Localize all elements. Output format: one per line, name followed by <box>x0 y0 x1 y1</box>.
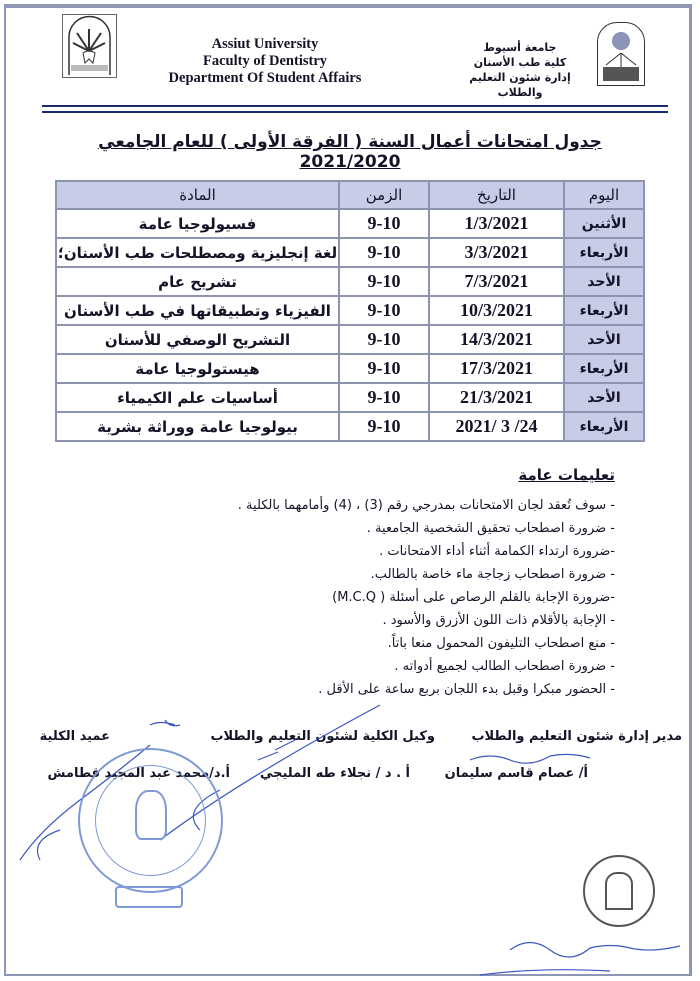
cell-day: الأحد <box>564 383 644 412</box>
cell-day: الأربعاء <box>564 238 644 267</box>
faculty-name-ar: كلية طب الأسنان <box>473 56 567 69</box>
stamp-serial-number-box <box>115 886 183 908</box>
instruction-item: - ضرورة اصطحاب زجاجة ماء خاصة بالطالب. <box>370 567 615 582</box>
instructions-title: تعليمات عامة <box>518 466 615 484</box>
cell-date: 1/3/2021 <box>429 209 564 238</box>
cell-subject: لغة إنجليزية ومصطلحات طب الأسنان؛ <box>56 238 339 267</box>
cell-time: 9-10 <box>339 267 429 296</box>
department-name-ar: إدارة شئون التعليم والطلاب <box>469 71 571 99</box>
cell-time: 9-10 <box>339 209 429 238</box>
cell-date: 10/3/2021 <box>429 296 564 325</box>
cell-date: 17/3/2021 <box>429 354 564 383</box>
instruction-item: - ضرورة اصطحاب تحقيق الشخصية الجامعية . <box>366 521 615 536</box>
signature-title: مدير إدارة شئون التعليم والطلاب <box>471 729 682 744</box>
faculty-name: Faculty of Dentistry <box>202 53 328 69</box>
eagle-emblem-icon <box>135 790 167 840</box>
cell-day: الأربعاء <box>564 412 644 441</box>
signature-name: أ . د / نجلاء طه المليجي <box>259 766 410 781</box>
cell-time: 9-10 <box>339 354 429 383</box>
cell-date: 7/3/2021 <box>429 267 564 296</box>
instruction-item: - ضرورة اصطحاب الطالب لجميع أدواته . <box>394 659 615 674</box>
instruction-item: -ضرورة ارتداء الكمامة أثناء أداء الامتحانات . <box>379 544 615 559</box>
cell-time: 9-10 <box>339 238 429 267</box>
col-subject: المادة <box>56 181 339 209</box>
cell-date: 14/3/2021 <box>429 325 564 354</box>
col-date: التاريخ <box>429 181 564 209</box>
signature-name: أ/ عصام قاسم سليمان <box>444 766 588 781</box>
col-day: اليوم <box>564 181 644 209</box>
cell-day: الأربعاء <box>564 296 644 325</box>
instruction-item: - الحضور مبكرا وقبل بدء اللجان بربع ساعة على الأقل . <box>318 682 615 697</box>
cell-day: الأربعاء <box>564 354 644 383</box>
cell-time: 9-10 <box>339 325 429 354</box>
cell-time: 9-10 <box>339 383 429 412</box>
signature-title: وكيل الكلية لشئون التعليم والطلاب <box>210 729 435 744</box>
university-name-ar: جامعة أسيوط <box>483 41 557 54</box>
instruction-item: - الإجابة بالأقلام ذات اللون الأزرق والأسود . <box>382 613 615 628</box>
cell-subject: فسيولوجيا عامة <box>56 209 339 238</box>
cell-date: 24/ 3 /2021 <box>429 412 564 441</box>
instruction-item: - سوف تُعقد لجان الامتحانات بمدرجي رقم (3) ، (4) وأمامهما بالكلية . <box>237 498 615 513</box>
cell-date: 21/3/2021 <box>429 383 564 412</box>
faculty-stamp-logo <box>605 872 633 910</box>
signature-title: عميد الكلية <box>39 729 110 744</box>
instruction-item: -ضرورة الإجابة بالقلم الرصاص على أسئلة ( M.C.Q) <box>332 590 615 605</box>
cell-subject: تشريح عام <box>56 267 339 296</box>
cell-subject: بيولوجيا عامة ووراثة بشرية <box>56 412 339 441</box>
department-name: Department Of Student Affairs <box>168 70 362 86</box>
cell-date: 3/3/2021 <box>429 238 564 267</box>
col-time: الزمن <box>339 181 429 209</box>
university-name: Assiut University <box>211 36 319 52</box>
cell-day: الأحد <box>564 325 644 354</box>
instruction-item: - منع اصطحاب التليفون المحمول منعا باتاً. <box>387 636 615 651</box>
cell-time: 9-10 <box>339 412 429 441</box>
page-title: جدول امتحانات أعمال السنة ( الفرقة الأولى ) للعام الجامعي 2021/2020 <box>98 132 602 172</box>
cell-subject: التشريح الوصفي للأسنان <box>56 325 339 354</box>
cell-subject: الفيزياء وتطبيقاتها في طب الأسنان <box>56 296 339 325</box>
cell-day: الأثنين <box>564 209 644 238</box>
signature-name: أ.د/محمد عبد المجيد قطامش <box>47 766 230 781</box>
cell-time: 9-10 <box>339 296 429 325</box>
cell-day: الأحد <box>564 267 644 296</box>
cell-subject: هيستولوجيا عامة <box>56 354 339 383</box>
cell-subject: أساسيات علم الكيمياء <box>56 383 339 412</box>
